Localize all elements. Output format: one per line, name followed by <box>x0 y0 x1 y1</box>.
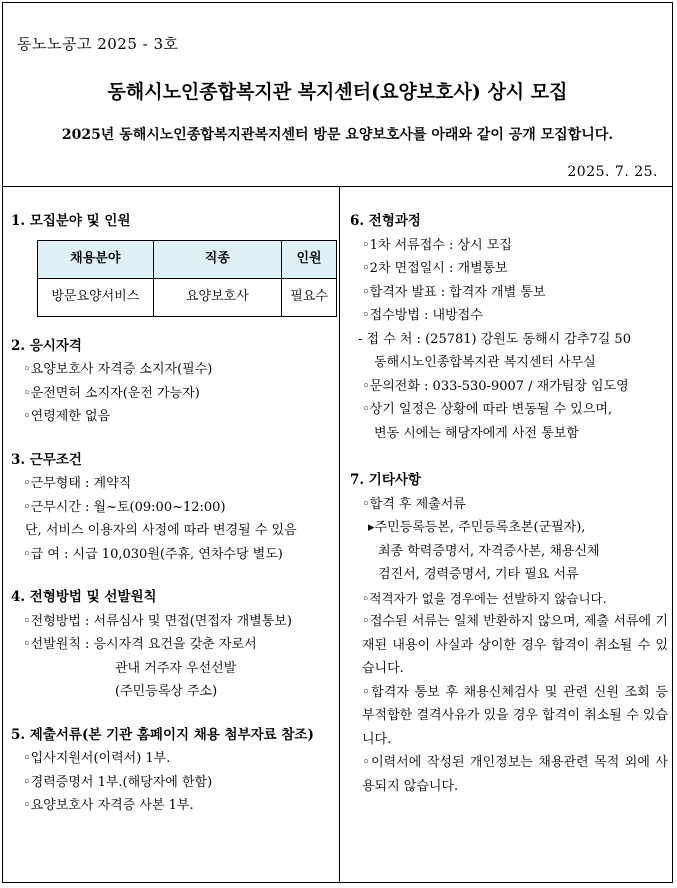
page-title: 동해시노인종합복지관 복지센터(요양보호사) 상시 모집 <box>107 81 568 103</box>
section-title-recruit: 1. 모집분야 및 인원 <box>11 213 131 229</box>
list-item: ◦운전면허 소지자(운전 가능자) <box>23 385 200 401</box>
table-row <box>38 278 337 316</box>
table-cell: 필요수 <box>282 278 337 316</box>
list-item: ◦요양보호사 자격증 사본 1부. <box>23 798 194 813</box>
section-title-etc: 7. 기타사항 <box>350 472 421 488</box>
table-header-row <box>38 240 337 278</box>
list-item: ◦문의전화 : 033-530-9007 / 재가팀장 임도영 <box>362 378 629 394</box>
list-item: ◦상기 일정은 상황에 따라 변동될 수 있으며, <box>362 402 613 417</box>
list-item: ◦합격 후 제출서류 <box>362 496 466 512</box>
section-title-qualification: 2. 응시자격 <box>11 337 82 354</box>
table-header-cell: 채용분야 <box>38 240 154 278</box>
table-header-cell: 인원 <box>282 240 337 278</box>
list-item: ◦급 여 : 시급 10,030원(주휴, 연차수당 별도) <box>23 546 283 562</box>
list-item: ◦합격자 통보 후 채용신체검사 및 관련 신원 조회 등 부적합한 결격사유가 있을 경우 합격이 취소될 수 있습니다. <box>362 684 668 747</box>
list-item: ◦접수방법 : 내방접수 <box>362 308 483 323</box>
section-title-documents: 5. 제출서류(본 기관 홈페이지 채용 첨부자료 참조) <box>11 726 314 743</box>
table-header-cell: 직종 <box>153 240 282 278</box>
notice-number: 동노노공고 2025 - 3호 <box>17 35 179 53</box>
list-item: ◦2차 면접일시 : 개별통보 <box>362 261 508 276</box>
notice-frame <box>2 2 673 883</box>
list-item: 변동 시에는 해당자에게 사전 통보함 <box>374 425 579 441</box>
table-cell: 방문요양서비스 <box>38 278 154 316</box>
page-subtitle: 2025년 동해시노인종합복지관복지센터 방문 요양보호사를 아래와 같이 공개 모집합니다. <box>61 127 614 143</box>
list-item: 검진서, 경력증명서, 기타 필요 서류 <box>378 567 579 582</box>
list-item: ◦이력서에 작성된 개인정보는 채용관련 목적 외에 사용되지 않습니다. <box>362 755 668 794</box>
column-divider <box>339 186 340 882</box>
list-item: ◦요양보호사 자격증 소지자(필수) <box>23 362 213 377</box>
section-title-conditions: 3. 근무조건 <box>11 451 82 468</box>
right-column <box>350 186 668 798</box>
list-item: ◦연령제한 없음 <box>23 409 111 424</box>
list-item: ◦적격자가 없을 경우에는 선발하지 않습니다. <box>362 590 607 606</box>
list-item: ◦전형방법 : 서류심사 및 면접(면접자 개별통보) <box>23 613 292 629</box>
list-item: ◦합격자 발표 : 합격자 개별 통보 <box>362 284 546 300</box>
section-title-process: 6. 전형과정 <box>350 213 421 229</box>
list-item: ◦접수된 서류는 일체 반환하지 않으며, 제출 서류에 기재된 내용이 사실과 상이한 경우 합격이 취소될 수 있습니다. <box>362 614 668 676</box>
table-cell: 요양보호사 <box>153 278 282 316</box>
list-item: 단, 서비스 이용자의 사정에 따라 변경될 수 있음 <box>25 523 297 538</box>
list-item: 관내 거주자 우선선발 <box>115 660 237 676</box>
list-item: ◦근무시간 : 월~토(09:00~12:00) <box>23 499 226 515</box>
list-item: ◦경력증명서 1부.(해당자에 한함) <box>23 774 213 790</box>
recruit-table <box>37 240 337 317</box>
list-item: 동해시노인종합복지관 복지센터 사무실 <box>374 355 596 370</box>
list-item: (주민등록상 주소) <box>115 684 218 699</box>
notice-date: 2025. 7. 25. <box>567 164 658 180</box>
list-item: ◦입사지원서(이력서) 1부. <box>23 751 171 766</box>
list-item: - 접 수 처 : (25781) 강원도 동해시 감추7길 50 <box>358 331 631 347</box>
left-column <box>11 186 337 818</box>
list-item: ◦1차 서류접수 : 상시 모집 <box>362 237 512 253</box>
list-item: ▸주민등록등본, 주민등록초본(군필자), <box>368 520 586 535</box>
list-item: 최종 학력증명서, 자격증사본, 채용신체 <box>378 543 600 559</box>
list-item: ◦근무형태 : 계약직 <box>23 476 132 491</box>
section-title-selection: 4. 전형방법 및 선발원칙 <box>11 589 157 605</box>
list-item: ◦선발원칙 : 응시자격 요건을 갖춘 자로서 <box>23 637 257 652</box>
